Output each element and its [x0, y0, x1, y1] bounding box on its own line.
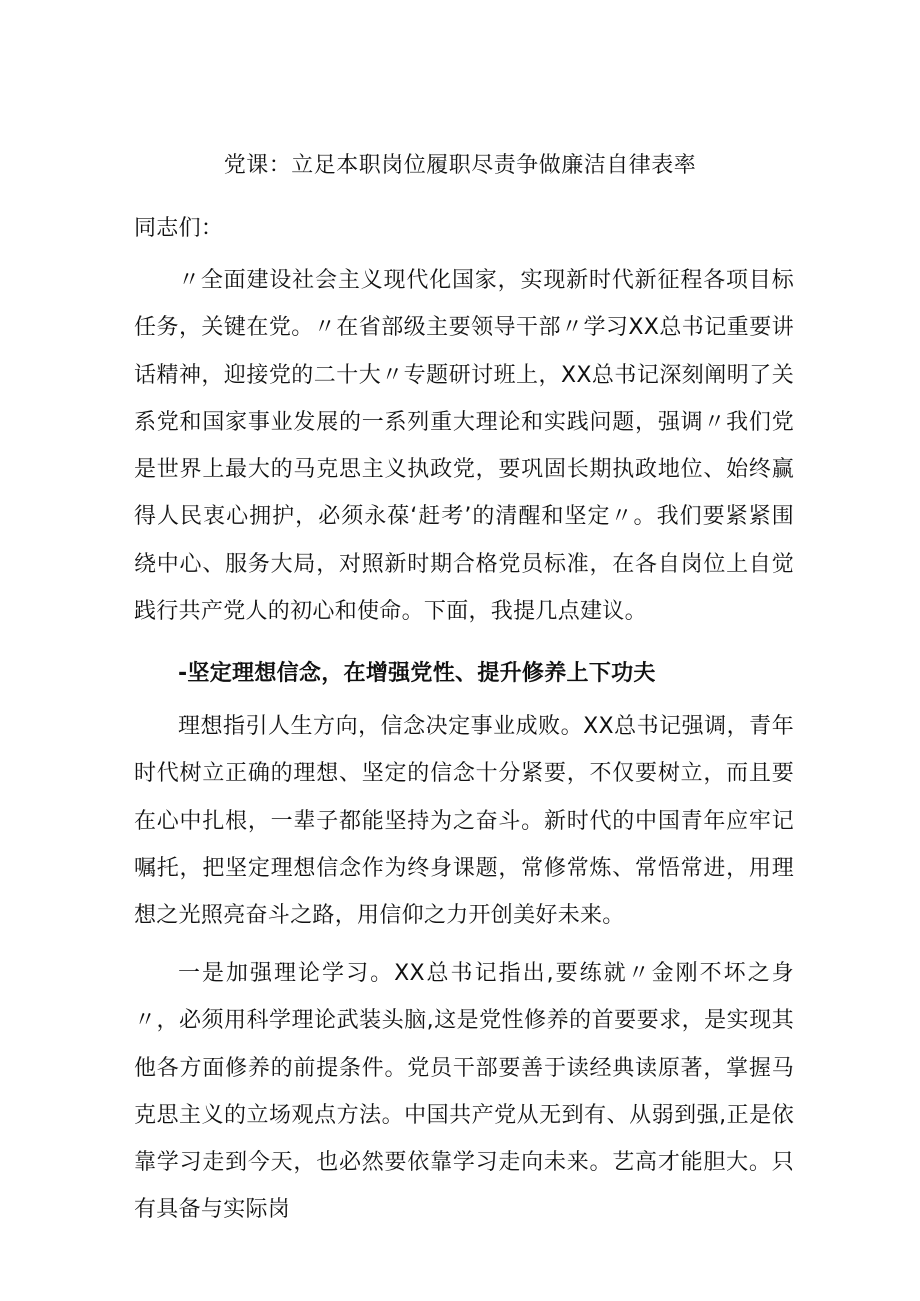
- paragraph-theory-study: 一是加强理论学习。XX总书记指出,要练就〃金刚不坏之身〃，必须用科学理论武装头脑,这是党性修养的首要要求，是实现其他各方面修养的前提条件。党员干部要善于读经典读原著，掌握马克思主义的立场观点方法。中国共产党从无到有、从弱到强,正是依靠学习走到今天，也必然要依靠学习走向未来。艺高才能胆大。只有具备与实际岗: [134, 961, 794, 1223]
- document-title: 党课：立足本职岗位履职尽责争做廉洁自律表率: [223, 153, 697, 178]
- paragraph-ideals: 理想指引人生方向，信念决定事业成败。XX总书记强调，青年时代树立正确的理想、坚定的信念十分紧要，不仅要树立，而且要在心中扎根，一辈子都能坚持为之奋斗。新时代的中国青年应牢记嘱托，把坚定理想信念作为终身课题，常修常炼、常悟常进，用理想之光照亮奋斗之路，用信仰之力开创美好未来。: [134, 714, 794, 929]
- salutation: 同志们：: [134, 216, 224, 241]
- paragraph-intro: 〃全面建设社会主义现代化国家，实现新时代新征程各项目标任务，关键在党。〃在省部级主要领导干部〃学习XX总书记重要讲话精神，迎接党的二十大〃专题研讨班上，XX总书记深刻阐明了关系党和国家事业发展的一系列重大理论和实践问题，强调〃我们党是世界上最大的马克思主义执政党，要巩固长期执政地位、始终赢得人民衷心拥护，必须永葆‘赶考’的清醒和坚定〃。我们要紧紧围绕中心、服务大局，对照新时期合格党员标准，在各自岗位上自觉践行共产党人的初心和使命。下面，我提几点建议。: [134, 268, 794, 625]
- section-heading: -坚定理想信念，在增强党性、提升修养上下功夫: [178, 661, 656, 686]
